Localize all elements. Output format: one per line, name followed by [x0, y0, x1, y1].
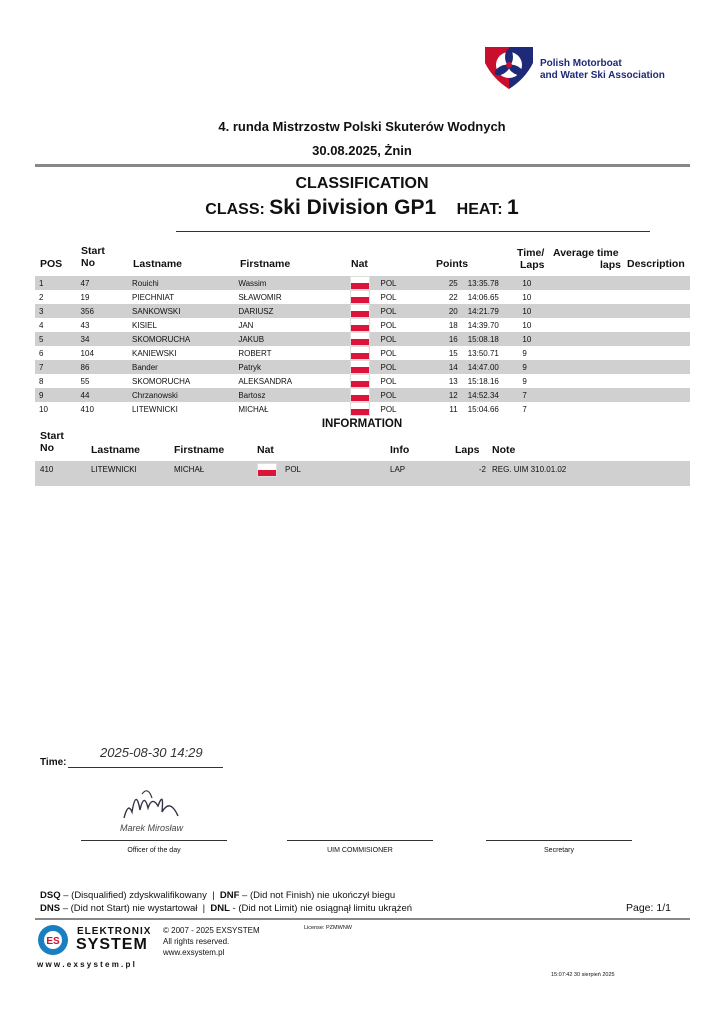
col-avg-time: Average time [553, 247, 619, 259]
col-pos: POS [40, 258, 63, 270]
cell-time: 14:52.34 [464, 388, 519, 402]
col-lastname: Lastname [133, 258, 183, 270]
cell-nat: POL [376, 304, 433, 318]
heat-label: HEAT: [456, 201, 503, 218]
cell-points: 15 [448, 348, 458, 358]
cell-last: SANKOWSKI [128, 304, 234, 318]
nat-flag-cell [346, 318, 376, 332]
website: www.exsystem.pl [163, 948, 225, 957]
legend-dnf-text: – (Did not Finish) nie ukończył biegu [239, 890, 396, 901]
cell-nat: POL [376, 388, 433, 402]
table-row [35, 304, 690, 318]
info-info: LAP [390, 465, 406, 474]
cell-first: JAN [238, 320, 254, 330]
cell-laps: 10 [518, 276, 690, 290]
nat-flag-cell [346, 402, 376, 416]
officer-label: Officer of the day [127, 847, 181, 854]
poland-flag-icon [350, 290, 370, 304]
legend-dnl-text: - (Did not Limit) nie osiągnął limitu ukrążeń [229, 903, 413, 914]
cell-laps: 7 [518, 388, 690, 402]
legend-dns-text: – (Did not Start) nie wystartował [60, 903, 198, 914]
col-avg-laps: laps [600, 259, 622, 271]
table-row [35, 402, 690, 416]
info-lastname: LITEWNICKI [91, 465, 137, 474]
poland-flag-icon [350, 388, 370, 402]
cell-pos: 4 [39, 320, 44, 330]
nat-flag-cell [346, 388, 376, 402]
table-row [35, 290, 690, 304]
pmwsa-logo [481, 43, 537, 98]
cell-time: 14:21.79 [464, 304, 519, 318]
col-start: Start [81, 245, 105, 257]
cell-points: 16 [434, 332, 464, 346]
cell-pos: 10 [39, 404, 48, 414]
table-row [35, 374, 690, 388]
cell-time: 13:50.71 [467, 348, 499, 358]
cell-no: 34 [77, 332, 128, 346]
cell-points: 12 [434, 388, 464, 402]
cell-pos: 6 [39, 348, 44, 358]
legend-dsq-text: – (Disqualified) zdyskwalifikowany [60, 890, 207, 901]
info-col-start: Start [40, 430, 64, 442]
cell-points: 22 [448, 292, 458, 302]
nat-flag-cell [346, 374, 376, 388]
cell-laps: 10 [518, 304, 690, 318]
cell-time: 15:18.16 [467, 376, 499, 386]
table-row [35, 318, 690, 332]
nat-flag-cell [346, 332, 376, 346]
cell-pos: 8 [39, 376, 44, 386]
brand-line-2: SYSTEM [76, 936, 148, 953]
cell-first: DARIUSZ [234, 304, 346, 318]
nat-flag-cell [346, 304, 376, 318]
header-rule [35, 164, 690, 167]
poland-flag-icon [350, 318, 370, 332]
cell-last: KANIEWSKI [132, 348, 177, 358]
cell-pos: 3 [35, 304, 77, 318]
cell-last: Rouichi [128, 276, 234, 290]
logo-line-2: and Water Ski Association [540, 70, 665, 81]
footer-rule [35, 918, 690, 920]
info-col-firstname: Firstname [174, 444, 225, 456]
legend-line-2 [40, 903, 412, 914]
secretary-label: Secretary [544, 847, 574, 854]
col-laps: Laps [520, 259, 545, 271]
cell-no: 47 [77, 276, 128, 290]
cell-first: MICHAŁ [238, 404, 269, 414]
legend-dns-code: DNS [40, 903, 61, 914]
heat-value: 1 [507, 196, 519, 219]
signature-icon [118, 782, 188, 824]
cell-last: LITEWNICKI [132, 404, 178, 414]
cell-points: 13 [448, 376, 458, 386]
page-number: Page: 1/1 [626, 902, 671, 914]
propeller-shield-icon [481, 43, 537, 93]
cell-last: SKOMORUCHA [132, 376, 191, 386]
cell-laps: 10 [522, 292, 532, 302]
cell-first: Bartosz [234, 388, 346, 402]
cell-last: PIECHNIAT [132, 292, 175, 302]
nat-flag-cell [346, 290, 376, 304]
table-row [35, 360, 690, 374]
table-row [35, 276, 690, 290]
cell-time: 14:47.00 [464, 360, 519, 374]
cell-time: 15:04.66 [467, 404, 499, 414]
cell-first: JAKUB [234, 332, 346, 346]
cell-nat: POL [380, 348, 397, 358]
legend-separator: | [212, 890, 215, 901]
class-value: Ski Division GP1 [269, 196, 437, 219]
col-description: Description [627, 258, 685, 270]
info-col-no: No [40, 442, 54, 454]
col-points: Points [436, 258, 469, 270]
cell-last: KISIEL [132, 320, 157, 330]
cell-laps: 10 [522, 320, 532, 330]
brand-line-1: ELEKTRONIX [77, 926, 152, 937]
nat-flag-cell [346, 276, 376, 290]
brand-website: w w w . e x s y s t e m . p l [37, 960, 135, 969]
cell-nat: POL [380, 404, 397, 414]
cell-laps: 7 [522, 404, 527, 414]
nat-flag-cell [346, 346, 376, 360]
info-nat: POL [285, 465, 302, 474]
poland-flag-icon [350, 332, 370, 346]
info-row [35, 461, 690, 486]
col-time: Time/ [517, 247, 545, 259]
time-label: Time: [40, 757, 67, 768]
col-nat: Nat [351, 258, 368, 270]
cell-time: 14:39.70 [467, 320, 499, 330]
legend-separator: | [202, 903, 206, 914]
legend-dnl-code: DNL [210, 903, 230, 914]
rights: All rights reserved. [163, 937, 230, 946]
cell-pos: 9 [35, 388, 77, 402]
uim-line [287, 840, 433, 841]
cell-pos: 2 [39, 292, 44, 302]
table-row [35, 388, 690, 402]
poland-flag-icon [350, 304, 370, 318]
class-heading [0, 196, 724, 220]
poland-flag-icon [350, 374, 370, 388]
cell-nat: POL [380, 292, 397, 302]
nat-flag-cell [346, 360, 376, 374]
information-heading: INFORMATION [321, 418, 403, 430]
time-value: 2025-08-30 14:29 [100, 745, 203, 760]
cell-no: 19 [80, 292, 90, 302]
cell-points: 18 [448, 320, 458, 330]
cell-first: Patryk [234, 360, 346, 374]
cell-points: 14 [434, 360, 464, 374]
time-line [68, 767, 223, 768]
legend-dsq-code: DSQ [40, 890, 61, 901]
cell-pos: 7 [35, 360, 77, 374]
cell-points: 11 [449, 404, 458, 414]
logo-text [540, 58, 665, 82]
cell-points: 20 [434, 304, 464, 318]
classification-table [35, 276, 690, 416]
classification-heading: CLASSIFICATION [295, 175, 429, 192]
cell-points: 25 [434, 276, 464, 290]
cell-no: 55 [80, 376, 90, 386]
cell-first: Wassim [234, 276, 346, 290]
cell-no: 356 [77, 304, 128, 318]
poland-flag-icon [257, 463, 277, 477]
info-col-nat: Nat [257, 444, 274, 456]
cell-last: Chrzanowski [128, 388, 234, 402]
cell-nat: POL [376, 276, 433, 290]
info-note: REG. UIM 310.01.02 [492, 465, 567, 474]
cell-laps: 9 [522, 348, 527, 358]
cell-nat: POL [380, 376, 397, 386]
cell-pos: 1 [35, 276, 77, 290]
poland-flag-icon [350, 346, 370, 360]
cell-last: Bander [128, 360, 234, 374]
cell-laps: 9 [518, 360, 690, 374]
officer-line [81, 840, 227, 841]
secretary-line [486, 840, 632, 841]
cell-time: 15:08.18 [464, 332, 519, 346]
logo-line-1: Polish Motorboat [540, 58, 622, 69]
exsystem-logo-icon [37, 924, 73, 956]
cell-no: 44 [77, 388, 128, 402]
event-title: 4. runda Mistrzostw Polski Skuterów Wodnych [218, 119, 506, 134]
col-firstname: Firstname [240, 258, 291, 270]
poland-flag-icon [350, 402, 370, 416]
info-col-lastname: Lastname [91, 444, 141, 456]
cell-first: ALEKSANDRA [238, 376, 293, 386]
officer-name: Marek Mirosław [120, 823, 184, 833]
cell-no: 43 [80, 320, 90, 330]
poland-flag-icon [350, 360, 370, 374]
uim-label: UIM COMMISIONER [327, 847, 393, 854]
cell-nat: POL [380, 320, 397, 330]
cell-no: 410 [80, 404, 94, 414]
col-no: No [81, 257, 95, 269]
cell-nat: POL [376, 332, 433, 346]
info-laps: -2 [478, 465, 486, 474]
cell-no: 104 [80, 348, 94, 358]
table-row [35, 332, 690, 346]
class-label: CLASS: [205, 201, 265, 218]
cell-first: ROBERT [238, 348, 272, 358]
table-row [35, 346, 690, 360]
poland-flag-icon [350, 276, 370, 290]
copyright: © 2007 - 2025 EXSYSTEM [163, 926, 260, 935]
class-underline [176, 231, 650, 232]
cell-time: 14:06.65 [467, 292, 499, 302]
info-col-laps: Laps [455, 444, 480, 456]
info-start-no: 410 [40, 465, 54, 474]
cell-laps: 9 [522, 376, 527, 386]
legend-line-1 [40, 890, 395, 901]
event-date: 30.08.2025, Żnin [312, 143, 412, 158]
cell-last: SKOMORUCHA [128, 332, 234, 346]
svg-text:ES: ES [46, 936, 60, 947]
cell-pos: 5 [35, 332, 77, 346]
license: License: PZMWNW [304, 925, 352, 931]
cell-first: SŁAWOMIR [238, 292, 282, 302]
print-timestamp: 15:07:42 30 sierpień 2025 [551, 972, 615, 978]
cell-time: 13:35.78 [464, 276, 519, 290]
info-col-note: Note [492, 444, 516, 456]
legend-dnf-code: DNF [219, 890, 240, 901]
info-firstname: MICHAŁ [174, 465, 205, 474]
info-col-info: Info [390, 444, 410, 456]
cell-laps: 10 [518, 332, 690, 346]
cell-nat: POL [376, 360, 433, 374]
cell-no: 86 [77, 360, 128, 374]
